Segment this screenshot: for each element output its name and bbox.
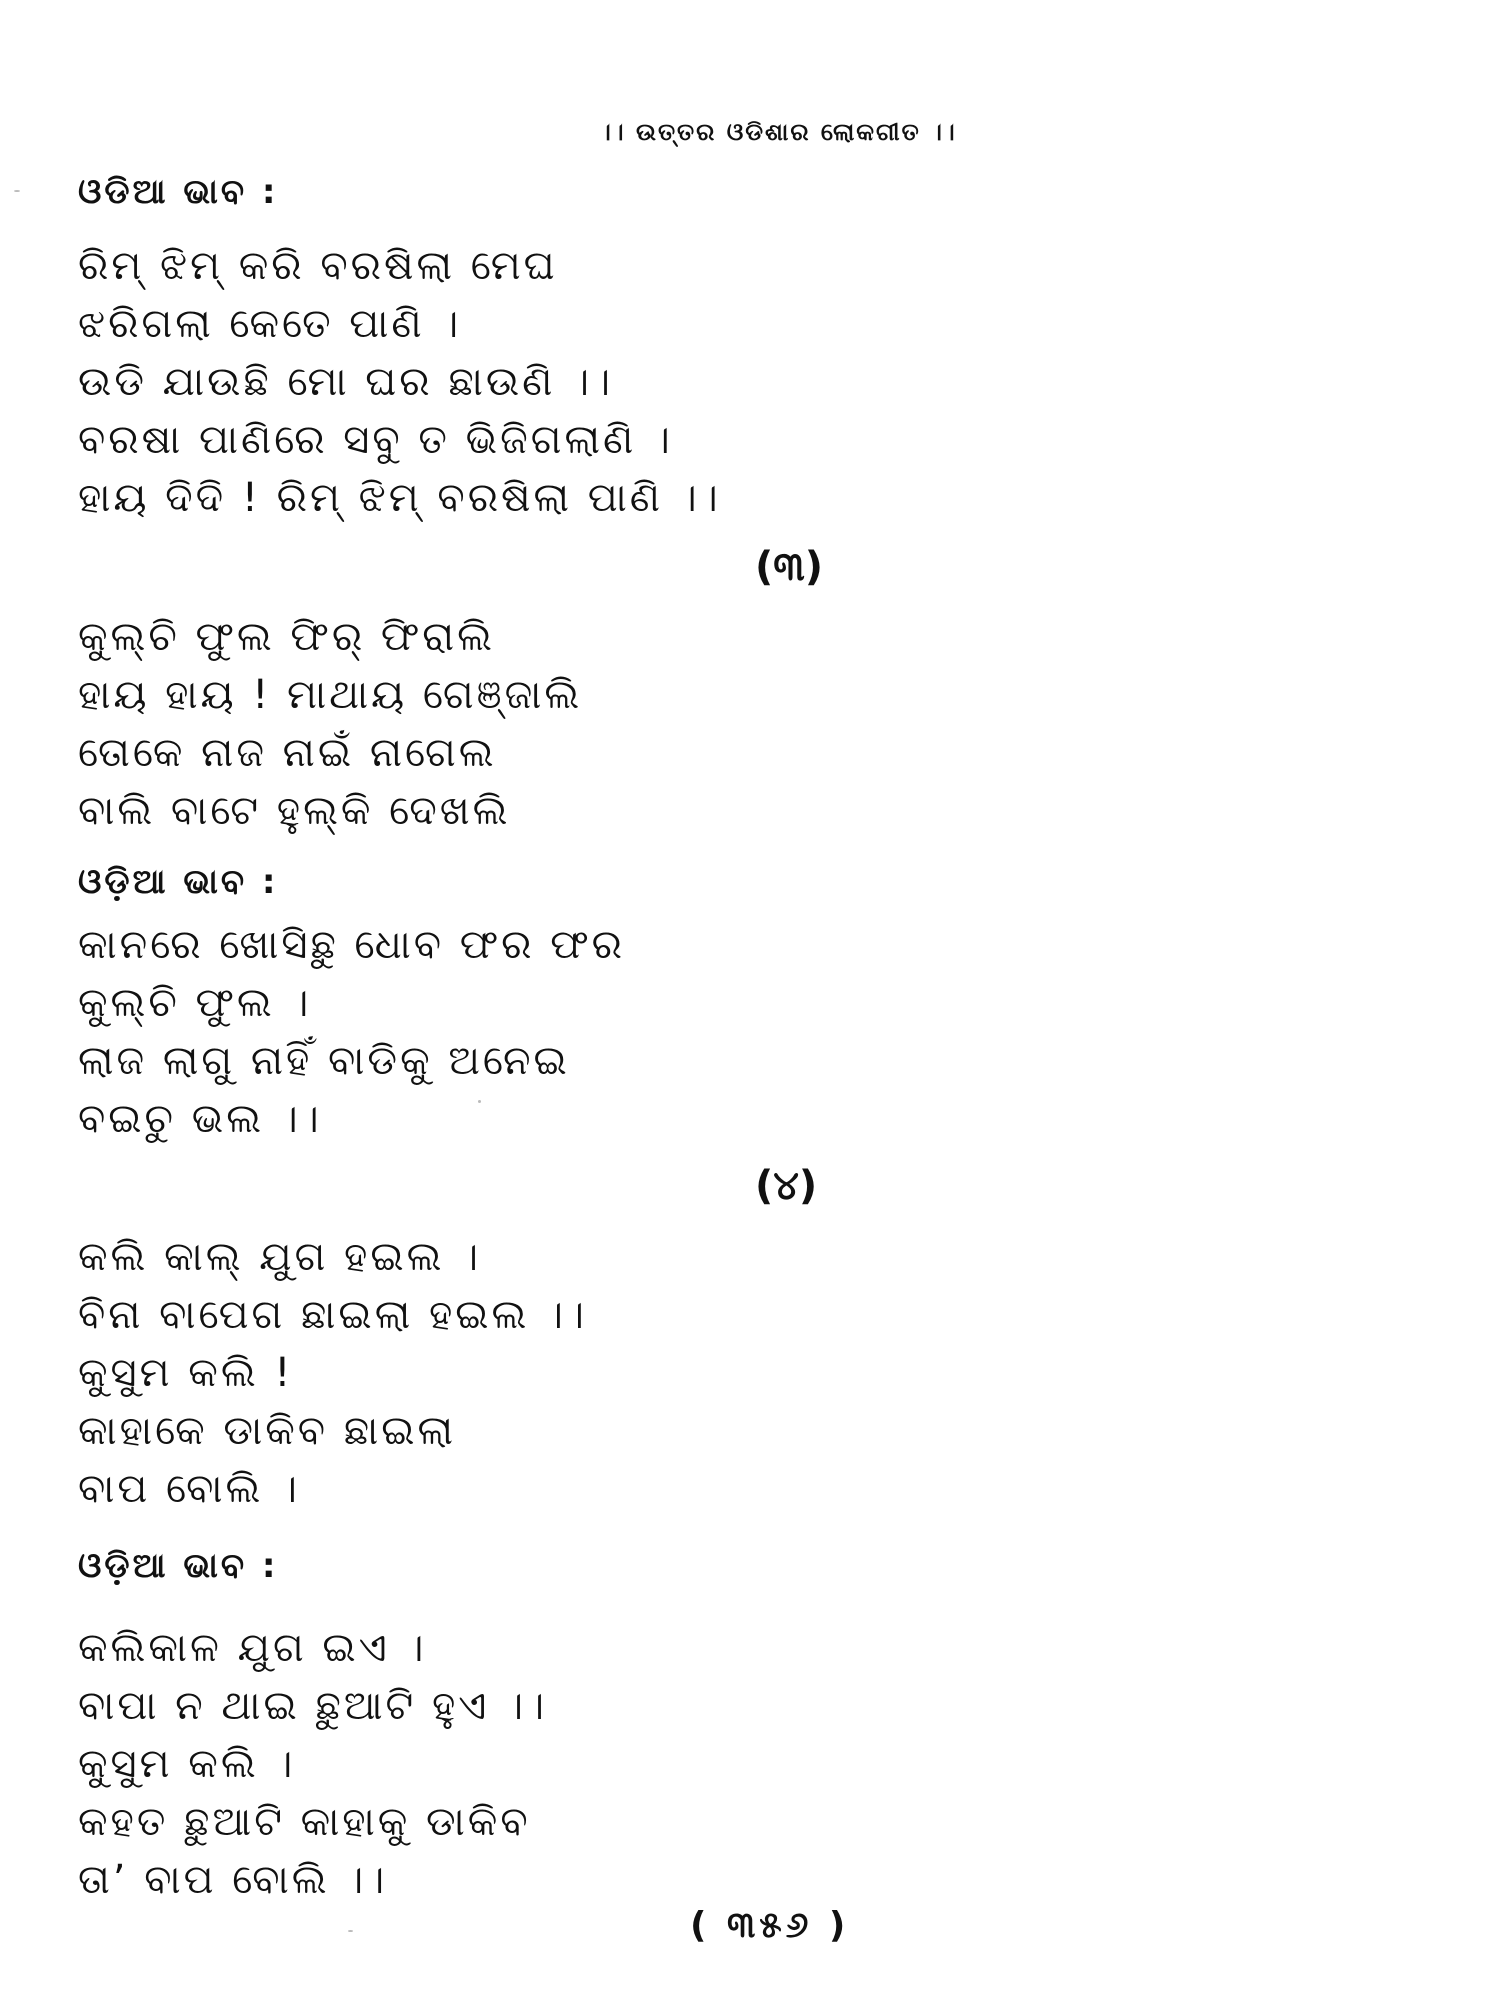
- verse-line: ବଇଚୁ ଭଲ ।।: [78, 1096, 322, 1142]
- section-heading: ଓଡ଼ିଆ ଭାବ :: [78, 1546, 279, 1586]
- verse-line: ହାୟ ଦିଦି ! ରିମ୍ ଝିମ୍ ବରଷିଲା ପାଣି ।।: [78, 475, 721, 521]
- verse-line: କଲି କାଲ୍ ଯୁଗ ହଇଲ ।: [78, 1234, 482, 1280]
- verse-line: ତୋକେ ନାଜ ନାଇଁ ନାଗେଲ: [78, 730, 497, 776]
- verse-line: ଲାଜ ଲାଗୁ ନାହିଁ ବାଡିକୁ ଅନେଇ: [78, 1038, 570, 1084]
- page-number: ( ୩୫୬ ): [690, 1905, 850, 1946]
- scan-speck: [14, 190, 20, 192]
- verse-line: ବରଷା ପାଣିରେ ସବୁ ତ ଭିଜିଗଲାଣି ।: [78, 417, 673, 463]
- verse-line: ବାପା ନ ଥାଇ ଛୁଆଟି ହୁଏ ।।: [78, 1683, 548, 1729]
- stanza-number: (୪): [755, 1163, 818, 1209]
- section-heading: ଓଡ଼ିଆ ଭାବ :: [78, 862, 279, 902]
- verse-line: ଝରିଗଲା କେତେ ପାଣି ।: [78, 301, 462, 347]
- verse-line: କାହାକେ ଡାକିବ ଛାଇଲା: [78, 1408, 457, 1454]
- verse-line: କୁଲ୍‌ଚି ଫୁଲ ଫିର୍ ଫିରାଲି: [78, 614, 495, 660]
- verse-line: କଲିକାଳ ଯୁଗ ଇଏ ।: [78, 1625, 427, 1671]
- verse-line: ହାୟ ହାୟ ! ମାଥାୟ ଗେଞ୍ଜାଲି: [78, 672, 583, 718]
- scan-speck: [478, 1100, 481, 1103]
- verse-line: ତା’ ବାପ ବୋଲି ।।: [78, 1857, 388, 1903]
- verse-line: ରିମ୍ ଝିମ୍ କରି ବରଷିଲା ମେଘ: [78, 243, 558, 289]
- scan-speck: [348, 1930, 353, 1932]
- verse-line: କୁଲ୍‌ଚି ଫୁଲ ।: [78, 980, 312, 1026]
- running-header: ।। ଉତ୍ତର ଓଡିଶାର ଲୋକଗୀତ ।।: [600, 118, 957, 146]
- section-heading: ଓଡିଆ ଭାବ :: [78, 172, 279, 212]
- verse-line: କୁସୁମ କଲି !: [78, 1350, 294, 1396]
- verse-line: ବାପ ବୋଲି ।: [78, 1466, 300, 1512]
- verse-line: ବିନା ବାପେଗ ଛାଇଲା ହଇଲ ।।: [78, 1292, 588, 1338]
- verse-line: ଉଡି ଯାଉଛି ମୋ ଘର ଛାଉଣି ।।: [78, 359, 614, 405]
- verse-line: କୁସୁମ କଲି ।: [78, 1741, 296, 1787]
- verse-line: ବାଲି ବାଟେ ହୁଲ୍‌କି ଦେଖଲି: [78, 788, 511, 834]
- verse-line: କାନରେ ଖୋସିଛୁ ଧୋବ ଫର ଫର: [78, 922, 625, 968]
- stanza-number: (୩): [755, 544, 824, 590]
- verse-line: କହତ ଛୁଆଟି କାହାକୁ ଡାକିବ: [78, 1799, 531, 1845]
